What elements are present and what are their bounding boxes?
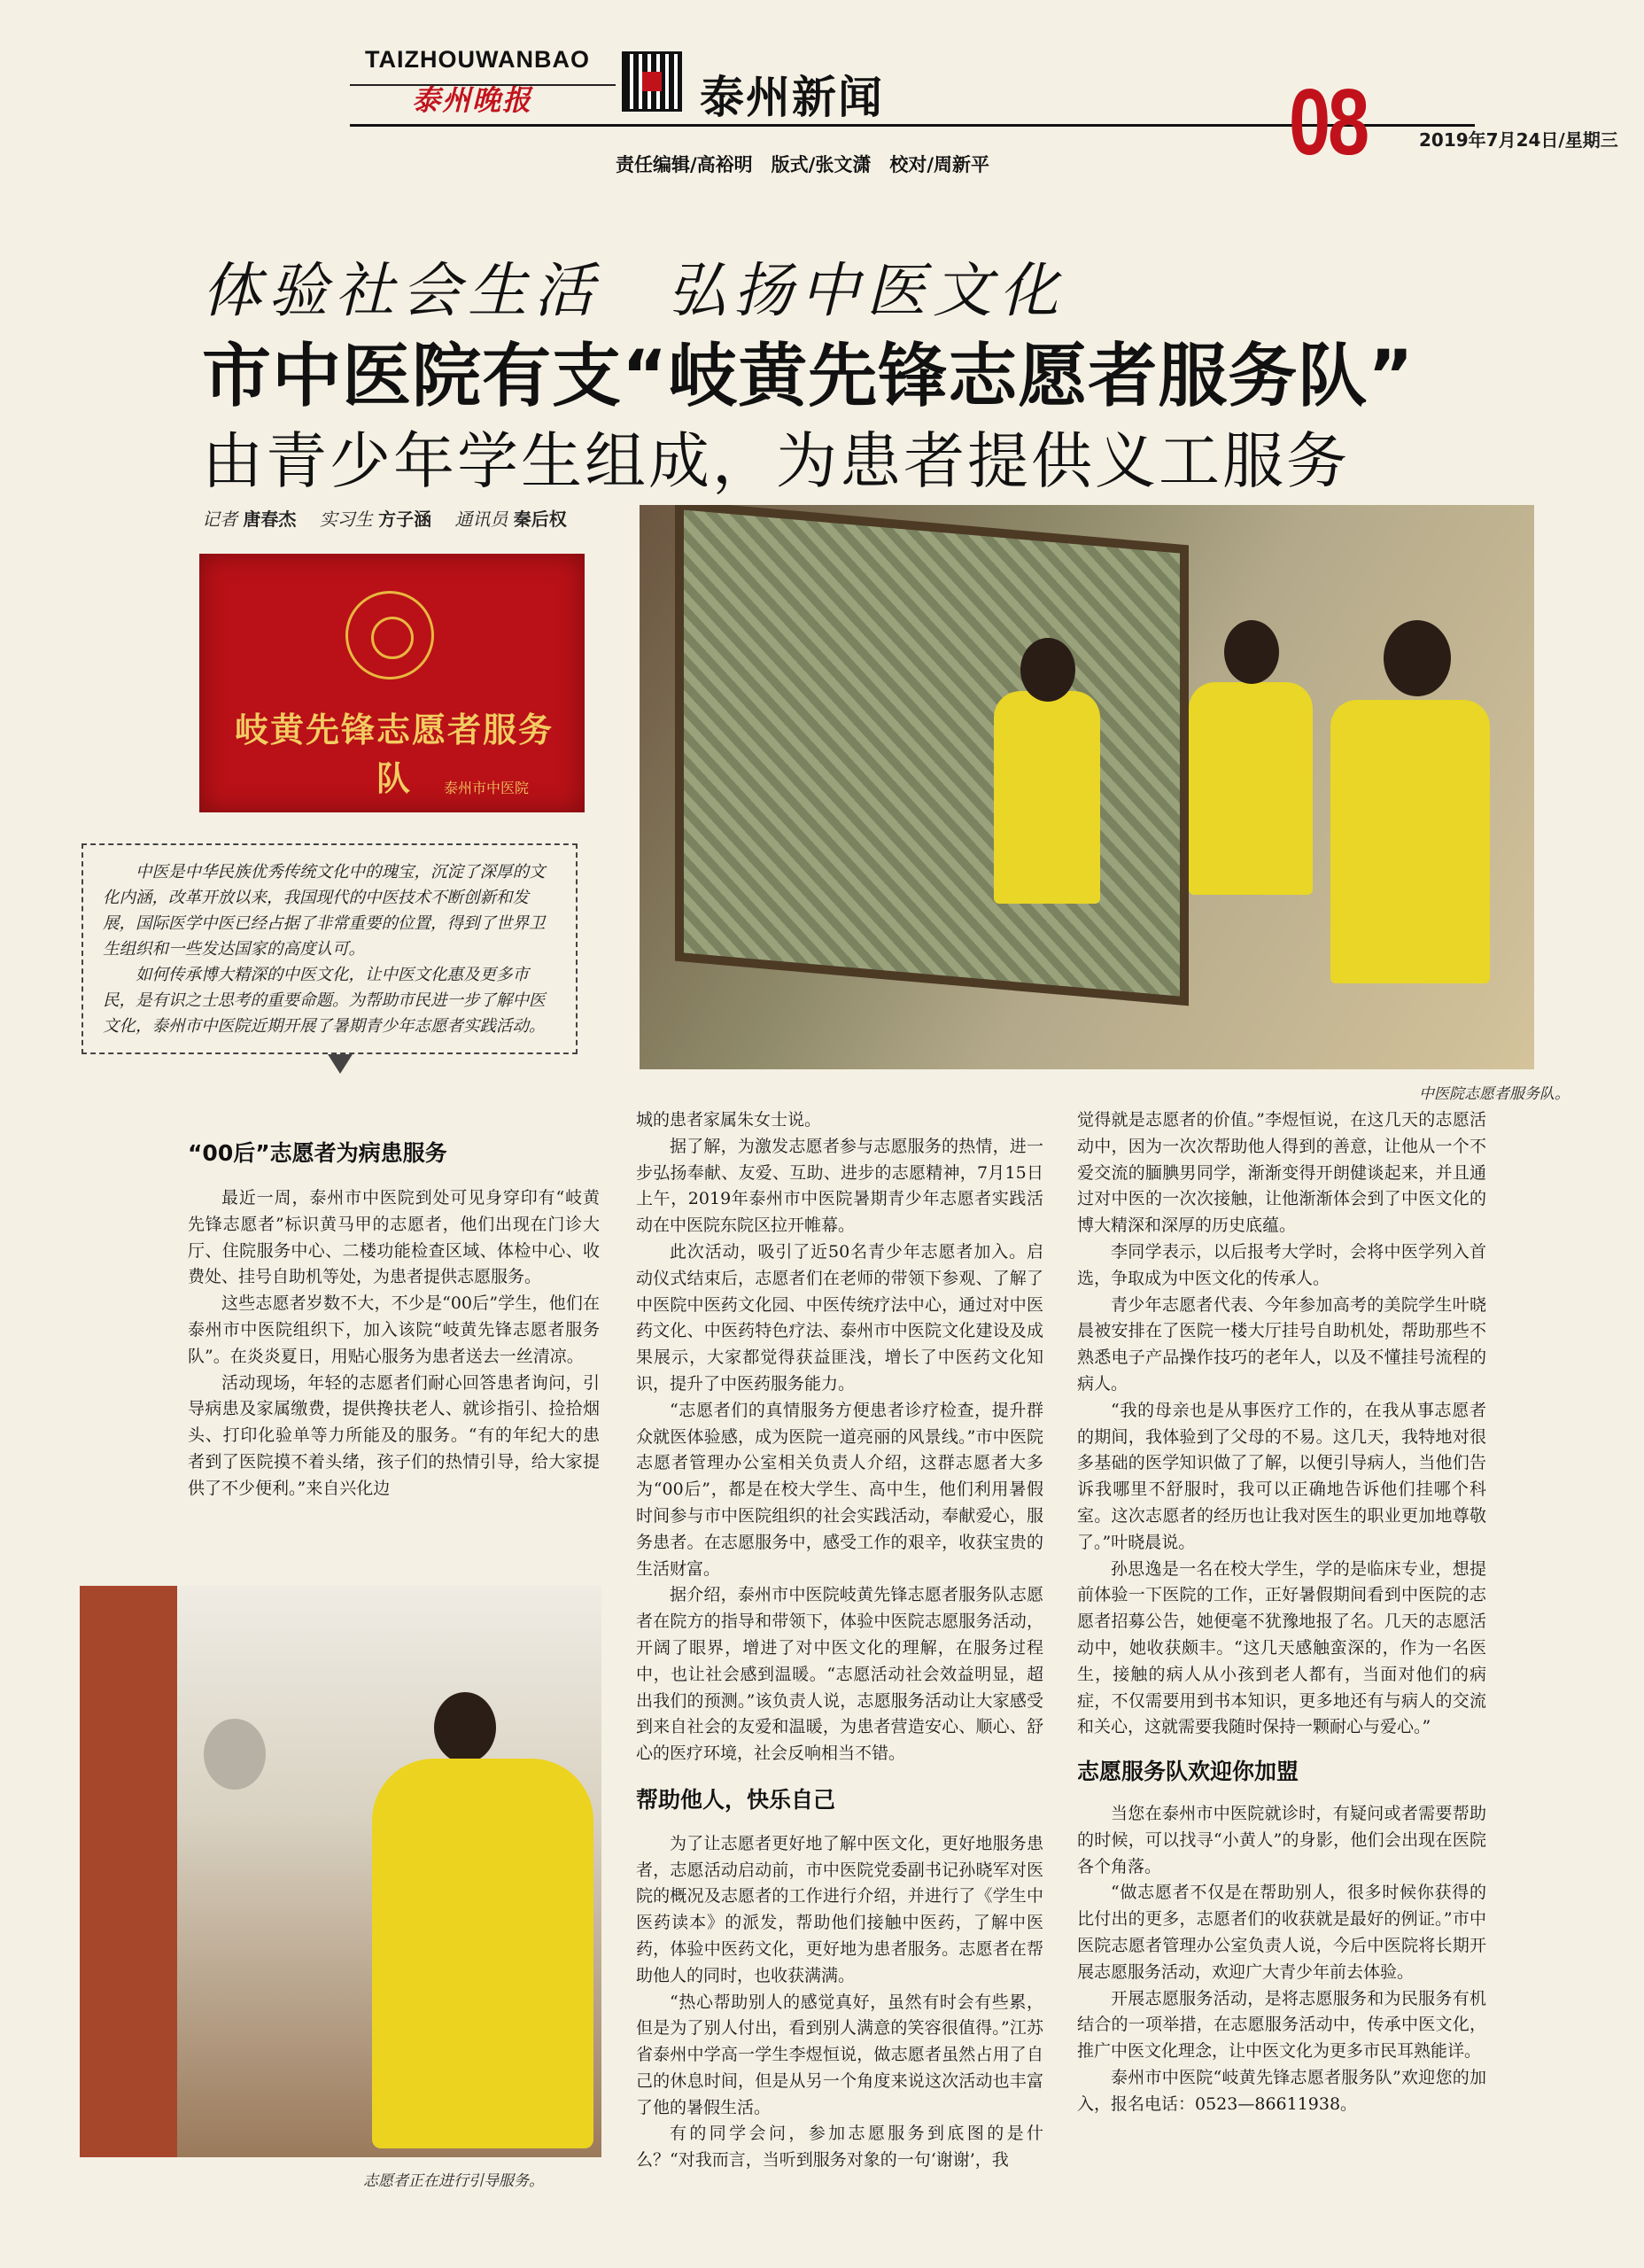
- photo-guidance-service: [80, 1586, 601, 2157]
- paragraph: 李同学表示，以后报考大学时，会将中医学列入首选，争取成为中医文化的传承人。: [1077, 1241, 1486, 1288]
- paragraph: 据了解，为激发志愿者参与志愿服务的热情，进一步弘扬奉献、友爱、互助、进步的志愿精神，7月15日上午，2019年泰州市中医院暑期青少年志愿者实践活动在中医院东院区拉开帷幕。: [636, 1136, 1043, 1236]
- headline-kicker: 体验社会生活 弘扬中医文化: [202, 256, 1066, 325]
- yellow-vest: [372, 1759, 593, 2148]
- banner-title: 岐黄先锋志愿者服务队: [235, 710, 554, 798]
- paragraph: 开展志愿服务活动，是将志愿服务和为民服务有机结合的一项举措，在志愿服务活动中，传承中医文化，推广中医文化理念，让中医文化为更多市民耳熟能详。: [1077, 1988, 1486, 2062]
- byline: 记者 唐春杰 实习生 方子涵 通讯员 秦后权: [202, 509, 567, 530]
- paragraph: “热心帮助别人的感觉真好，虽然有时会有些累，但是为了别人付出，看到别人满意的笑容很值得。”江苏省泰州中学高一学生李煜恒说，做志愿者虽然占用了自己的休息时间，但是从另一个角度来说这次活动也丰富了他的暑假生活。: [636, 1992, 1043, 2117]
- person-head: [434, 1692, 496, 1763]
- paragraph: 为了让志愿者更好地了解中医文化，更好地服务患者，志愿活动启动前，市中医院党委副书记孙晓军对医院的概况及志愿者的工作进行介绍，并进行了《学生中医药读本》的派发，帮助他们接触中医药，了解中医药，体验中医药文化，更好地为患者服务。志愿者在帮助他人的同时，也收获满满。: [636, 1833, 1043, 1985]
- intro-box: [81, 843, 578, 1054]
- subhead-col3: 志愿服务队欢迎你加盟: [1077, 1759, 1299, 1785]
- paragraph: 活动现场，年轻的志愿者们耐心回答患者询问，引导病患及家属缴费，提供搀扶老人、就诊指引、捡拾烟头、打印化验单等力所能及的服务。“有的年纪大的患者到了医院摸不着头绪，孩子们的热情引导，给大家提供了不少便利。”来自兴化边: [188, 1372, 600, 1498]
- headline-main: 市中医院有支“岐黄先锋志愿者服务队”: [202, 337, 1415, 416]
- banner-issuer: 泰州市中医院: [444, 780, 530, 796]
- headline-deck: 由青少年学生组成，为患者提供义工服务: [202, 426, 1350, 497]
- volunteer-team-banner: [199, 554, 585, 812]
- paper-logo: 泰州晚报: [412, 83, 533, 117]
- person-head: [1020, 638, 1075, 702]
- page-number: 08: [1289, 70, 1367, 175]
- section-title: 泰州新闻: [700, 72, 884, 123]
- person-head: [1384, 620, 1451, 696]
- paragraph: 当您在泰州市中医院就诊时，有疑问或者需要帮助的时候，可以找寻“小黄人”的身影，他们会出现在医院各个角落。: [1077, 1803, 1486, 1876]
- photo-caption-top: 中医院志愿者服务队。: [1419, 1085, 1570, 1103]
- paragraph: 这些志愿者岁数不大，不少是“00后”学生，他们在泰州市中医院组织下，加入该院“岐黄先锋志愿者服务队”。在炎炎夏日，用贴心服务为患者送去一丝清凉。: [188, 1293, 600, 1366]
- qr-code-icon: [622, 51, 682, 112]
- hospital-emblem-icon: [345, 591, 434, 680]
- issue-date: 2019年7月24日/星期三: [1419, 129, 1618, 151]
- door: [80, 1586, 177, 2157]
- subhead-col1: “00后”志愿者为病患服务: [188, 1140, 447, 1166]
- paragraph: 此次活动，吸引了近50名青少年志愿者加入。启动仪式结束后，志愿者们在老师的带领下参观、了解了中医院中医药文化园、中医传统疗法中心，通过对中医药文化、中医药特色疗法、泰州市中医院文化建设及成果展示，大家都觉得获益匪浅，增长了中医药文化知识，提升了中医药服务能力。: [636, 1241, 1043, 1394]
- speech-pointer: [328, 1054, 353, 1074]
- person-head: [1224, 620, 1279, 684]
- photo-caption-bottom: 志愿者正在进行引导服务。: [363, 2172, 544, 2190]
- yellow-vest: [1189, 682, 1313, 895]
- paragraph: 最近一周，泰州市中医院到处可见身穿印有“岐黄先锋志愿者”标识黄马甲的志愿者，他们出现在门诊大厅、住院服务中心、二楼功能检查区域、体检中心、收费处、挂号自助机等处，为患者提供志愿服务。: [188, 1188, 600, 1287]
- paragraph: 青少年志愿者代表、今年参加高考的美院学生叶晓晨被安排在了医院一楼大厅挂号自助机处，帮助那些不熟悉电子产品操作技巧的老年人，以及不懂挂号流程的病人。: [1077, 1294, 1486, 1394]
- yellow-vest: [1330, 700, 1490, 983]
- paragraph: 城的患者家属朱女士说。: [636, 1110, 822, 1130]
- paragraph: “我的母亲也是从事医疗工作的，在我从事志愿者的期间，我体验到了父母的不易。这几天，我特地对很多基础的医学知识做了了解，以便引导病人，当他们告诉我哪里不舒服时，我可以正确地告诉他们挂哪个科室。这次志愿者的经历也让我对医生的职业更加地尊敬了。”叶晓晨说。: [1077, 1400, 1486, 1552]
- paper-latin-name: TAIZHOUWANBAO: [365, 46, 590, 73]
- paragraph: 觉得就是志愿者的价值。”李煜恒说，在这几天的志愿活动中，因为一次次帮助他人得到的善意，让他从一个不爱交流的腼腆男同学，渐渐变得开朗健谈起来，并且通过对中医的一次次接触，让他渐渐体会到了中医文化的博大精深和深厚的历史底蕴。: [1077, 1110, 1486, 1236]
- paragraph: 据介绍，泰州市中医院岐黄先锋志愿者服务队志愿者在院方的指导和带领下，体验中医院志愿服务活动，开阔了眼界，增进了对中医文化的理解，在服务过程中，也让社会感到温暖。“志愿活动社会效益明显，超出我们的预测。”该负责人说，志愿服务活动让大家感受到来自社会的友爱和温暖，为患者营造安心、顺心、舒心的医疗环境，社会反响相当不错。: [636, 1585, 1043, 1764]
- paragraph: 泰州市中医院“岐黄先锋志愿者服务队”欢迎您的加入，报名电话：0523—86611938。: [1077, 2067, 1486, 2114]
- article-column-3: [1077, 1107, 1486, 2117]
- yellow-vest: [994, 691, 1100, 904]
- article-column-1: [188, 1185, 600, 1503]
- article-column-2: [636, 1107, 1043, 2174]
- paragraph: “做志愿者不仅是在帮助别人，很多时候你获得的比付出的更多，志愿者们的收获就是最好的例证。”市中医院志愿者管理办公室负责人说，今后中医院将长期开展志愿服务活动，欢迎广大青少年前去体验。: [1077, 1883, 1486, 1982]
- paragraph: 孙思逸是一名在校大学生，学的是临床专业，想提前体验一下医院的工作，正好暑假期间看到中医院的志愿者招募公告，她便毫不犹豫地报了名。几天的志愿活动中，她收获颇丰。“这几天感触蛮深的，作为一名医生，接触的病人从小孩到老人都有，当面对他们的病症，不仅需要用到书本知识，更多地还有与病人的交流和关心，这就需要我随时保持一颗耐心与爱心。”: [1077, 1558, 1486, 1737]
- paragraph: “志愿者们的真情服务方便患者诊疗检查，提升群众就医体验感，成为医院一道亮丽的风景线。”市中医院志愿者管理办公室相关负责人介绍，这群志愿者大多为“00后”，都是在校大学生、高中生，他们利用暑假时间参与市中医院组织的社会实践活动，奉献爱心，服务患者。在志愿服务中，感受工作的艰辛，收获宝贵的生活财富。: [636, 1400, 1043, 1579]
- photo-volunteers-gallery: [640, 505, 1534, 1069]
- intro-paragraph: 如何传承博大精深的中医文化，让中医文化惠及更多市民，是有识之士思考的重要命题。为帮助市民进一步了解中医文化，泰州市中医院近期开展了暑期青少年志愿者实践活动。: [103, 966, 546, 1036]
- editor-credits: 责任编辑/高裕明 版式/张文潇 校对/周新平: [616, 154, 990, 175]
- subhead-col2: 帮助他人，快乐自己: [636, 1786, 836, 1813]
- paragraph: 有的同学会问，参加志愿服务到底图的是什么？“对我而言，当听到服务对象的一句‘谢谢’，我: [636, 2124, 1043, 2171]
- intro-paragraph: 中医是中华民族优秀传统文化中的瑰宝，沉淀了深厚的文化内涵，改革开放以来，我国现代的中医技术不断创新和发展，国际医学中医已经占据了非常重要的位置，得到了世界卫生组织和一些发达国家的高度认可。: [103, 863, 546, 959]
- person-head: [204, 1719, 266, 1790]
- carved-relief: [675, 505, 1189, 1006]
